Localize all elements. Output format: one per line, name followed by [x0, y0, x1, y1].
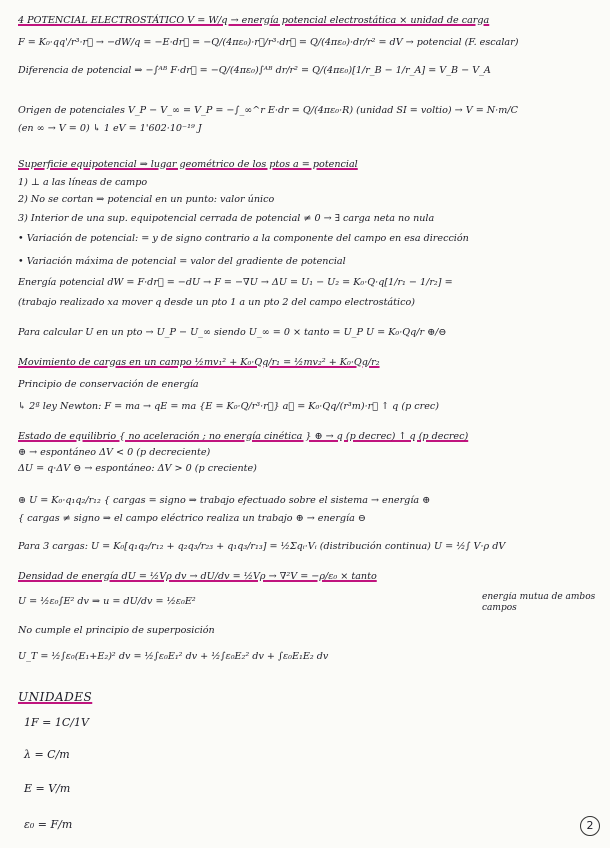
note-line: (trabajo realizado xa mover q desde un pto 1 a un pto 2 del campo electrostático) [18, 297, 415, 308]
list-item: 3) Interior de una sup. equipotencial cerrada de potencial ≠ 0 → ∃ carga neta no nula [18, 213, 435, 224]
note-line-diferencia-potencial: Diferencia de potencial ⇒ −∫ᴬᴮ F·dr⃗ = −Q/(4πε₀)∫ᴬᴮ dr/r² = Q/(4πε₀)[1/r_B − 1/r_A] = V_B − V_A [18, 65, 491, 76]
note-line: • Variación máxima de potencial = valor del gradiente de potencial [18, 256, 346, 267]
list-item: 1) ⊥ a las líneas de campo [18, 177, 148, 188]
note-line: U = ½ε₀∫E² dv ⇒ u = dU/dv = ½ε₀E² [18, 596, 196, 607]
note-line: U_T = ½∫ε₀(E₁+E₂)² dv = ½∫ε₀E₁² dv + ½∫ε₀E₂² dv + ∫ε₀E₁E₂ dv [18, 651, 329, 662]
note-line: ΔU = q·ΔV ⊖ → espontáneo: ΔV > 0 (p creciente) [18, 463, 257, 474]
side-note: energía mutua de ambos campos [482, 592, 596, 613]
unit-item: λ = C/m [24, 748, 70, 761]
note-line-movimiento-cargas: Movimiento de cargas en un campo ½mv₁² + K₀·Qq/r₁ = ½mv₂² + K₀·Qq/r₂ [18, 357, 380, 368]
unit-item: E = V/m [24, 782, 71, 795]
note-line: Principio de conservación de energía [18, 379, 199, 390]
page-number: 2 [580, 816, 600, 836]
note-line: { cargas ≠ signo ⇒ el campo eléctrico realiza un trabajo ⊕ → energía ⊖ [18, 513, 366, 524]
note-line: Para 3 cargas: U = K₀[q₁q₂/r₁₂ + q₂q₃/r₂₃ + q₁q₃/r₁₃] = ½Σqᵢ·Vᵢ (distribución continua) U = ½∫ V·ρ dV [18, 541, 506, 552]
note-line-estado-equilibrio: Estado de equilibrio { no aceleración ; no energía cinética } ⊕ → q (p decrec) ↑ q (p decrec) [18, 431, 469, 442]
unit-item: 1F = 1C/1V [24, 716, 89, 729]
unit-item: ε₀ = F/m [24, 818, 73, 831]
note-line: F = K₀·qq'/r³·r⃗ → −dW/q = −E·dr⃗ = −Q/(4πε₀)·r⃗/r³·dr⃗ = Q/(4πε₀)·dr/r² = dV → potencial (F. escalar) [18, 37, 519, 48]
note-line-densidad-energia: Densidad de energía dU = ½Vρ dv → dU/dv = ½Vρ → ∇²V = −ρ/ε₀ × tanto [18, 571, 377, 582]
units-title: UNIDADES [18, 690, 93, 704]
note-line: ⊕ → espontáneo ΔV < 0 (p decreciente) [18, 447, 211, 458]
note-line: Para calcular U en un pto → U_P − U_∞ siendo U_∞ = 0 × tanto = U_P U = K₀·Qq/r ⊕/⊖ [18, 327, 447, 338]
note-line-superficie-equipotencial: Superficie equipotencial ⇒ lugar geométrico de los ptos a = potencial [18, 159, 358, 170]
note-line-origen-potenciales: Origen de potenciales V_P − V_∞ = V_P = −∫_∞^r E·dr = Q/(4πε₀·R) (unidad SI = voltio) → V = N·m/C [18, 105, 518, 116]
note-line: No cumple el principio de superposición [18, 625, 215, 636]
section-title-potencial: 4 POTENCIAL ELECTROSTÁTICO V = W/q → energía potencial electrostática × unidad de carga [18, 15, 490, 26]
note-line: ↳ 2ª ley Newton: F = ma → qE = ma {E = K₀·Q/r³·r⃗} a⃗ = K₀·Qq/(r³m)·r⃗ ↑ q (p crec) [18, 401, 440, 412]
note-line: ⊛ U = K₀·q₁q₂/r₁₂ { cargas = signo ⇒ trabajo efectuado sobre el sistema → energía ⊕ [18, 495, 431, 506]
note-line: (en ∞ → V = 0) ↳ 1 eV = 1'602·10⁻¹⁹ J [18, 123, 202, 134]
note-line: • Variación de potencial: = y de signo contrario a la componente del campo en esa dirección [18, 233, 469, 244]
note-line-energia-potencial: Energía potencial dW = F·dr⃗ = −dU → F = −∇U → ΔU = U₁ − U₂ = K₀·Q·q[1/r₁ − 1/r₂] = [18, 277, 453, 288]
list-item: 2) No se cortan ⇒ potencial en un punto: valor único [18, 194, 275, 205]
